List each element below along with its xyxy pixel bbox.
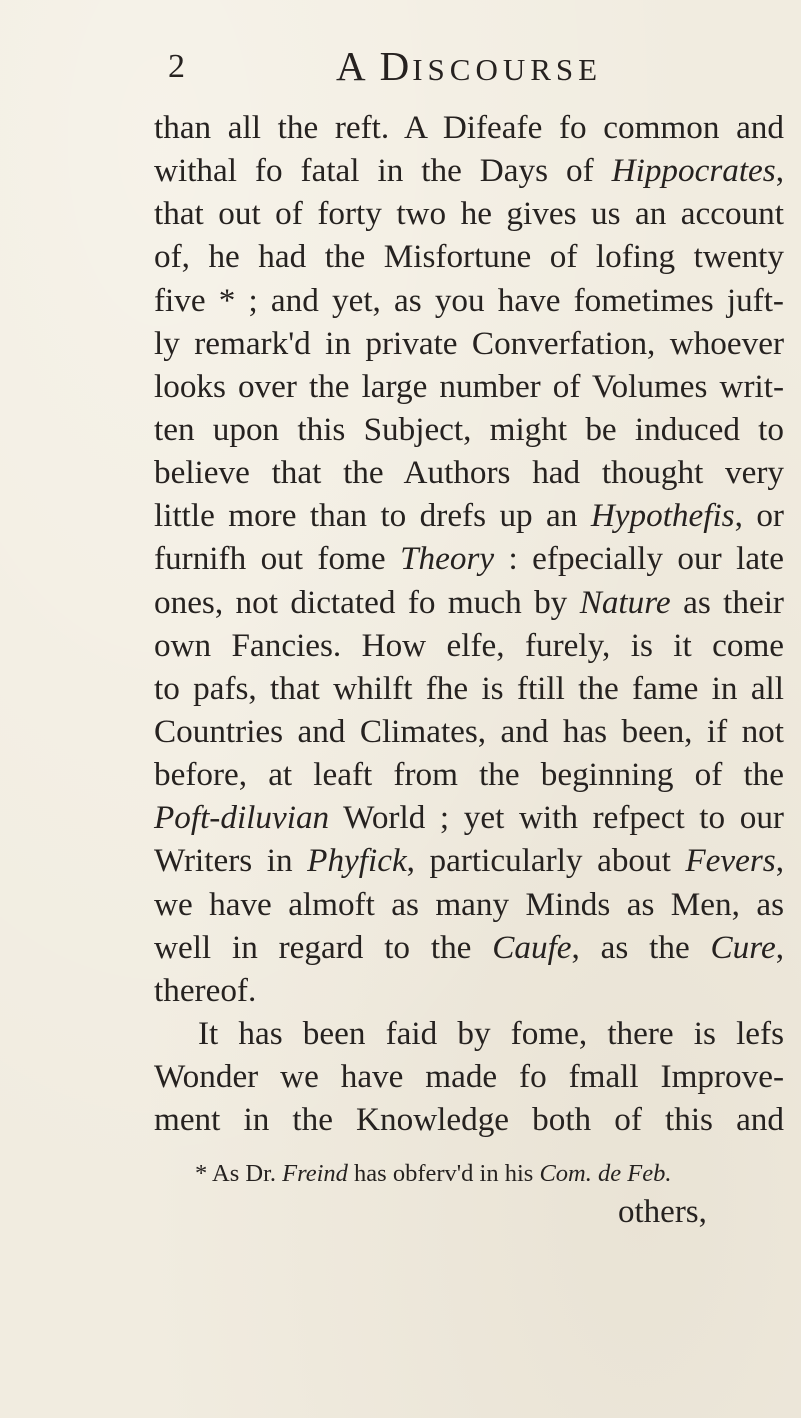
text-line [154, 279, 784, 322]
text-line [154, 667, 784, 710]
italic-text: Cure [710, 928, 776, 966]
italic-text: Fevers [685, 842, 776, 880]
text-run: own Fancies. How elfe, furely, is it come [154, 626, 784, 664]
text-line [154, 322, 784, 365]
text-run: , as the [571, 928, 711, 966]
text-run: we have almoft as many Minds as Men, as [154, 885, 784, 923]
text-line [154, 149, 784, 192]
footnote [195, 1160, 671, 1188]
text-line [154, 1012, 784, 1055]
text-line [154, 796, 784, 839]
running-head [336, 42, 602, 90]
catchword: others, [618, 1194, 707, 1230]
text-run: well in regard to the [154, 928, 493, 966]
text-run: than all the reft. A Difeafe fo common and [154, 109, 784, 146]
footnote-author: Freind [282, 1160, 348, 1187]
text-line [154, 839, 784, 882]
text-run: ly remark'd in private Converfation, whoever [154, 324, 784, 362]
text-line [154, 753, 784, 796]
text-line [154, 1098, 784, 1141]
page-number: 2 [168, 48, 185, 85]
text-run: : efpecially our late [494, 540, 784, 578]
text-run: ones, not dictated fo much by [154, 583, 580, 621]
text-run: Wonder we have made fo fmall Improve- [154, 1058, 784, 1096]
text-run: , or [734, 497, 784, 535]
running-head-initial-a: A [336, 43, 367, 89]
text-run: Writers in [154, 842, 308, 880]
body-text [154, 106, 784, 1141]
text-line [154, 1055, 784, 1098]
text-run: five * ; and yet, as you have fometimes juft- [154, 281, 784, 319]
italic-text: Hippocrates [611, 152, 776, 190]
text-run: , [775, 152, 784, 190]
running-head-rest: ISCOURSE [412, 52, 603, 87]
page-header [0, 38, 801, 98]
text-line [154, 969, 784, 1012]
text-line [154, 883, 784, 926]
italic-text: Poft-diluvian [154, 799, 330, 837]
text-line [154, 624, 784, 667]
text-run: of, he had the Misfortune of lofing twenty [154, 238, 784, 276]
text-run: as their [670, 583, 784, 621]
text-run: , particularly about [406, 842, 686, 880]
italic-text: Theory [400, 540, 495, 578]
text-line [154, 581, 784, 624]
text-run: , [775, 928, 784, 966]
text-run: to pafs, that whilft fhe is ftill the fame in all [154, 669, 784, 707]
italic-text: Phyfick [307, 842, 407, 880]
text-run: ten upon this Subject, might be induced to [154, 410, 784, 448]
text-run: furnifh out fome [154, 540, 401, 578]
italic-text: Hypothefis [590, 497, 735, 535]
text-run: believe that the Authors had thought very [154, 454, 784, 492]
text-line [154, 494, 784, 537]
text-line [154, 365, 784, 408]
text-run: little more than to drefs up an [154, 497, 591, 535]
text-run: Countries and Climates, and has been, if not [154, 712, 784, 750]
text-run: that out of forty two he gives us an account [154, 195, 784, 233]
footnote-marker: * As Dr. [195, 1160, 283, 1187]
text-run: withal fo fatal in the Days of [154, 152, 612, 190]
text-line [154, 106, 784, 149]
footnote-work: Com. de Feb. [539, 1160, 672, 1187]
footnote-middle: has obferv'd in his [347, 1160, 540, 1187]
text-run: looks over the large number of Volumes writ- [154, 367, 784, 405]
running-head-initial-d: D [379, 43, 413, 89]
text-run: , [775, 842, 784, 880]
text-line [154, 451, 784, 494]
text-line [154, 710, 784, 753]
text-run: World ; yet with refpect to our [329, 799, 784, 837]
text-run: ment in the Knowledge both of this and [154, 1101, 784, 1139]
text-line [154, 408, 784, 451]
text-line [154, 537, 784, 580]
italic-text: Nature [579, 583, 671, 621]
text-line [154, 192, 784, 235]
text-line [154, 235, 784, 278]
italic-text: Caufe [492, 928, 572, 966]
text-run: thereof. [154, 971, 257, 1009]
text-run: before, at leaft from the beginning of the [154, 756, 784, 794]
text-run: It has been faid by fome, there is lefs [198, 1014, 784, 1052]
text-line [154, 926, 784, 969]
